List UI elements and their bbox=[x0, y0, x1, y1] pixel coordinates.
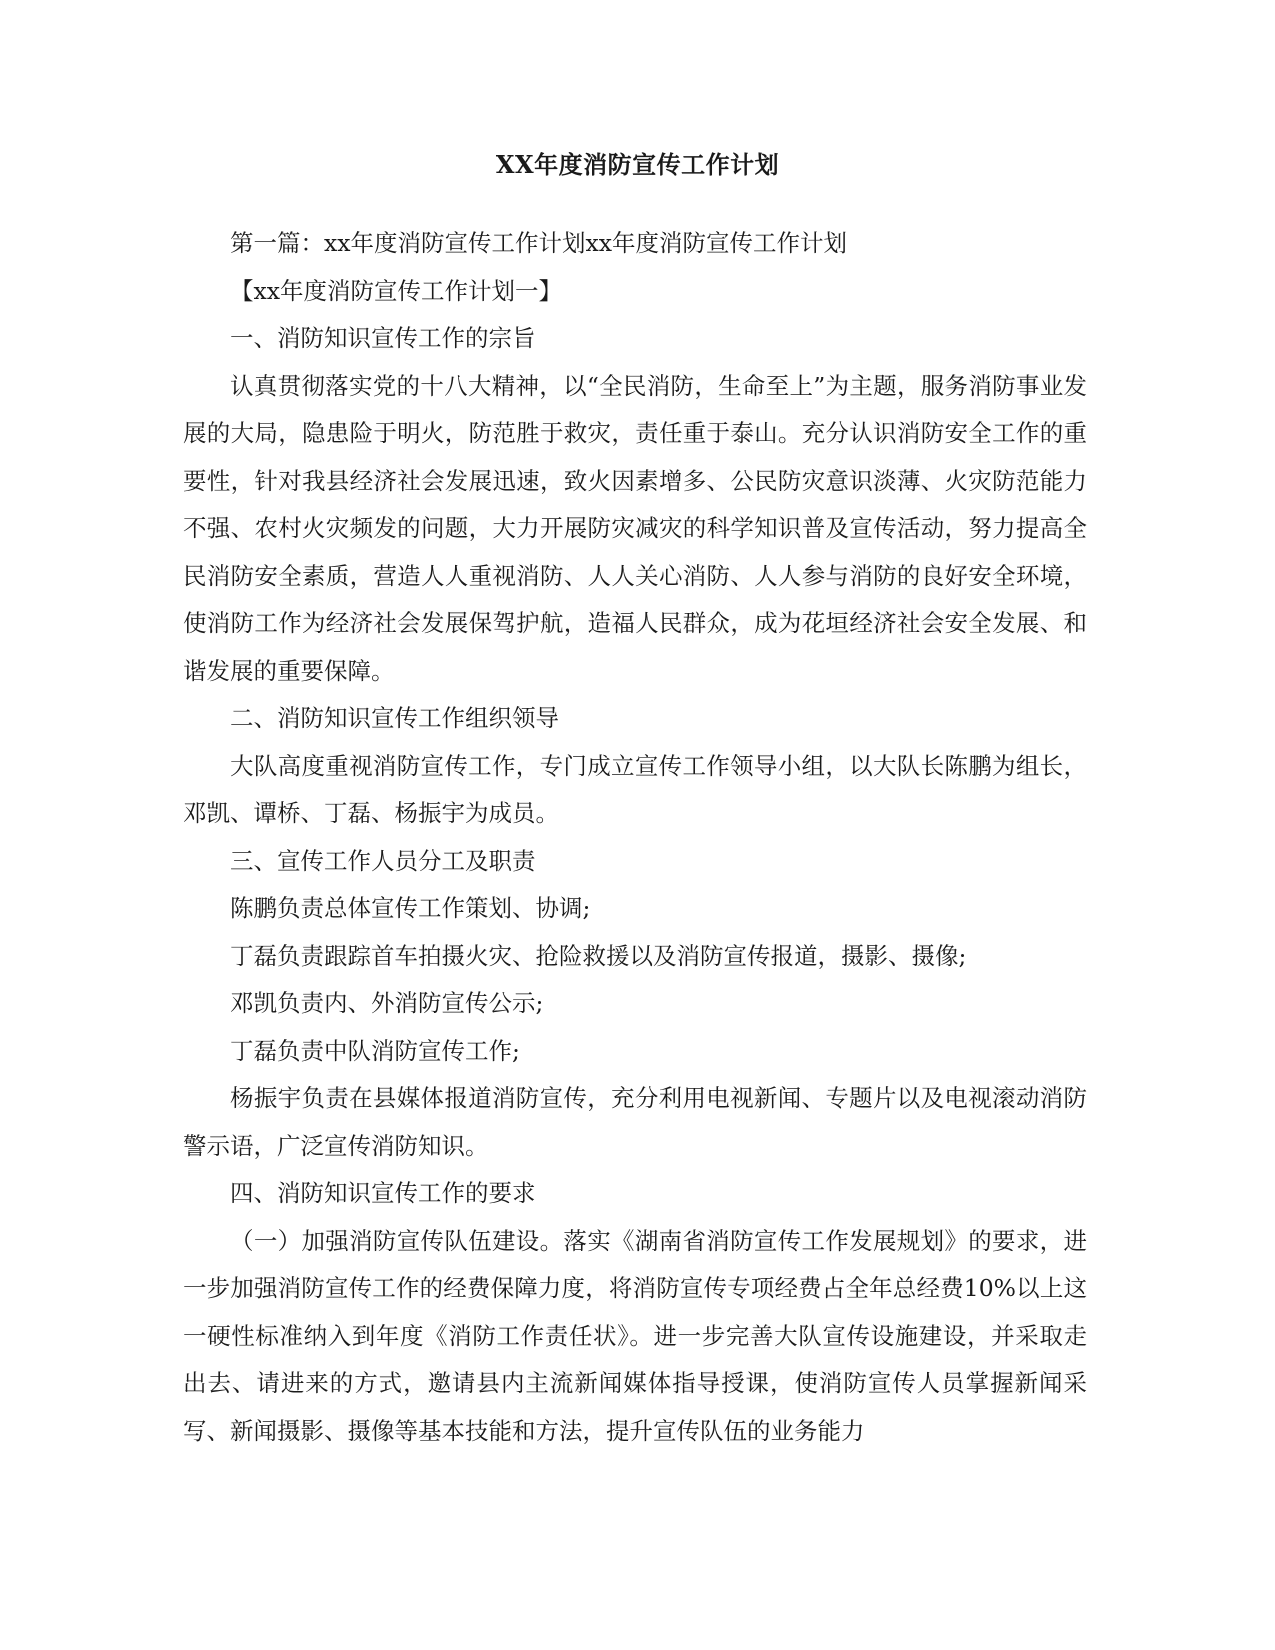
document-title: XX年度消防宣传工作计划 bbox=[495, 150, 780, 179]
paragraph: 大队高度重视消防宣传工作，专门成立宣传工作领导小组，以大队长陈鹏为组长，邓凯、谭桥、丁磊、杨振宇为成员。 bbox=[183, 751, 1087, 827]
section-heading: 三、宣传工作人员分工及职责 bbox=[230, 846, 536, 875]
paragraph: 陈鹏负责总体宣传工作策划、协调; bbox=[230, 894, 591, 922]
paragraph: 杨振宇负责在县媒体报道消防宣传，充分利用电视新闻、专题片以及电视滚动消防警示语，广泛宣传消防知识。 bbox=[183, 1084, 1087, 1160]
paragraph: 丁磊负责跟踪首车拍摄火灾、抢险救援以及消防宣传报道，摄影、摄像; bbox=[230, 941, 967, 970]
paragraph: 认真贯彻落实党的十八大精神，以“全民消防，生命至上”为主题，服务消防事业发展的大局，隐患险于明火，防范胜于救灾，责任重于泰山。充分认识消防安全工作的重要性，针对我县经济社会发展迅速，致火因素增多、公民防灾意识淡薄、火灾防范能力不强、农村火灾频发的问题，大力开展防灾减灾的科学知识普及宣传活动，努力提高全民消防安全素质，营造人人重视消防、人人关心消防、人人参与消防的良好安全环境，使消防工作为经济社会发展保驾护航，造福人民群众，成为花垣经济社会安全发展、和谐发展的重要保障。 bbox=[183, 371, 1087, 685]
section-heading: 四、消防知识宣传工作的要求 bbox=[230, 1179, 536, 1207]
paragraph: 邓凯负责内、外消防宣传公示; bbox=[230, 989, 544, 1017]
section-heading: 一、消防知识宣传工作的宗旨 bbox=[230, 324, 536, 352]
paragraph: 第一篇：xx年度消防宣传工作计划xx年度消防宣传工作计划 bbox=[230, 229, 848, 257]
document-body bbox=[183, 220, 1087, 1455]
paragraph: 丁磊负责中队消防宣传工作; bbox=[230, 1036, 520, 1065]
paragraph: （一）加强消防宣传队伍建设。落实《湖南省消防宣传工作发展规划》的要求，进一步加强消防宣传工作的经费保障力度，将消防宣传专项经费占全年总经费10%以上这一硬性标准纳入到年度《消防工作责任状》。进一步完善大队宣传设施建设，并采取走出去、请进来的方式，邀请县内主流新闻媒体指导授课，使消防宣传人员掌握新闻采写、新闻摄影、摄像等基本技能和方法，提升宣传队伍的业务能力 bbox=[183, 1226, 1087, 1445]
section-heading: 二、消防知识宣传工作组织领导 bbox=[230, 704, 559, 732]
paragraph: 【xx年度消防宣传工作计划一】 bbox=[230, 276, 563, 305]
